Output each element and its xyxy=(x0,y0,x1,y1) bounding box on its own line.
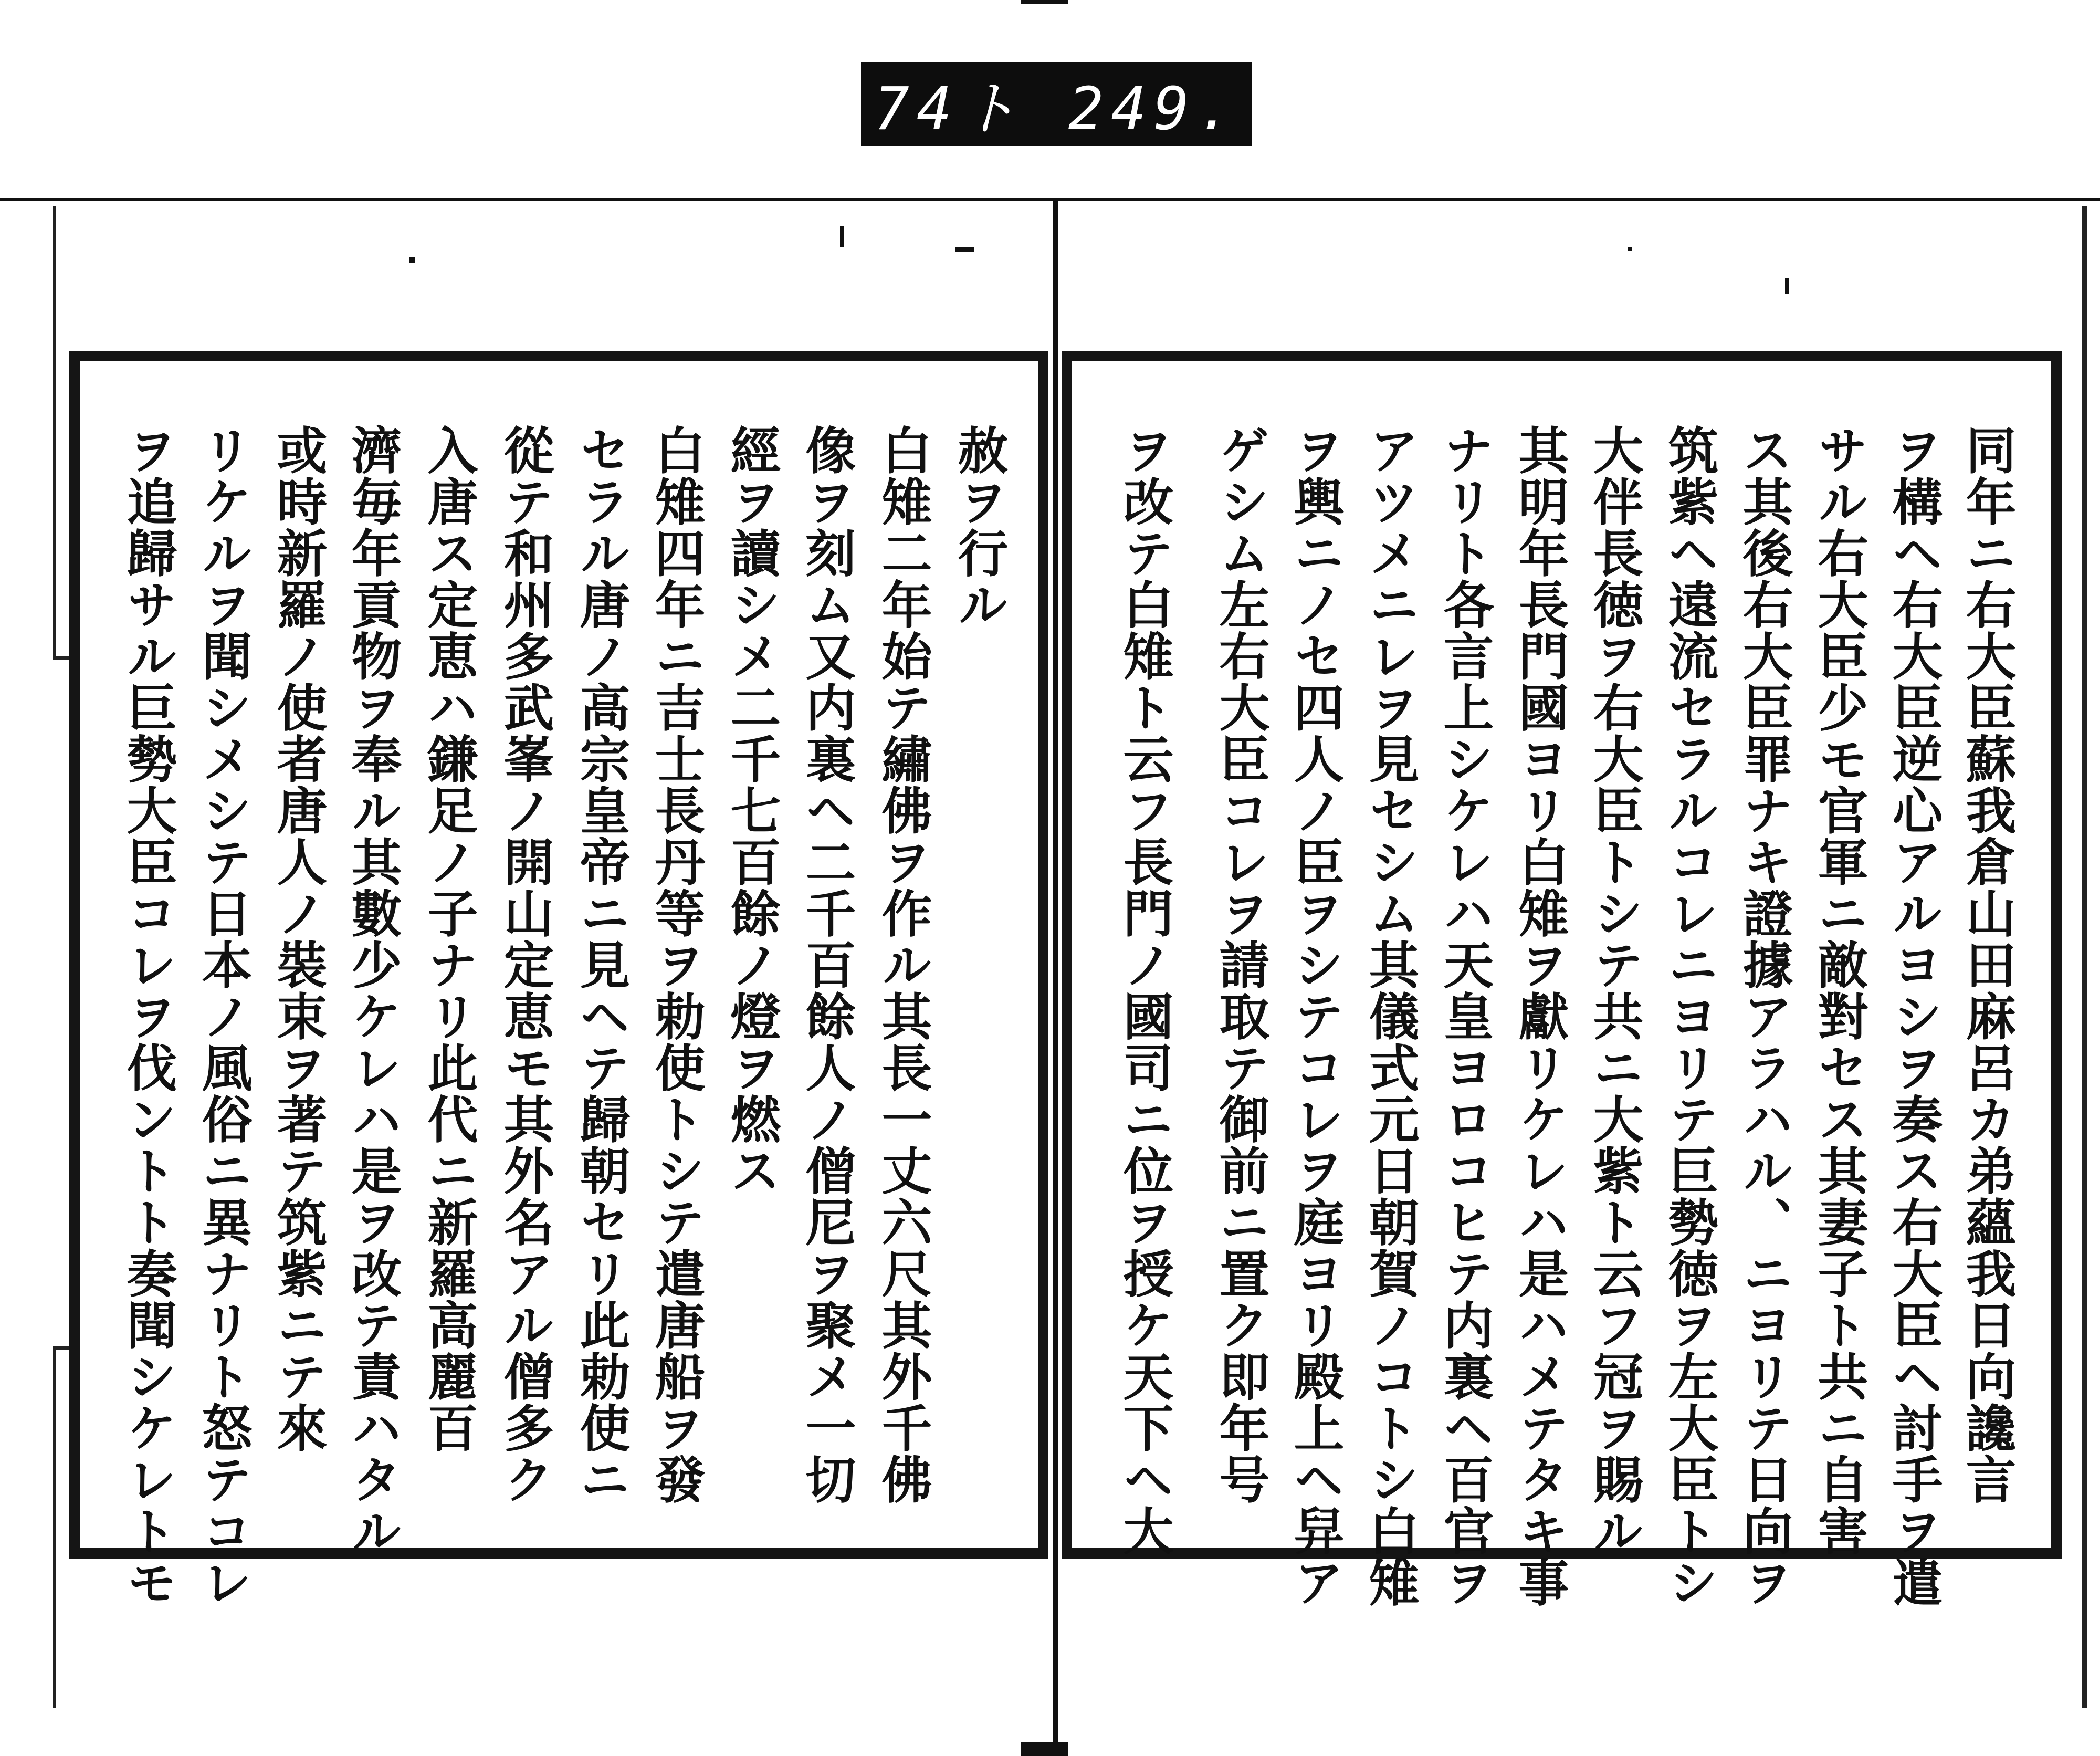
text-column: ヲ輿ニノセ四人ノ臣ヲシテコレヲ庭ヨリ殿上ヘ舁ア xyxy=(1286,424,1345,1608)
text-column: 經ヲ讀シメ二千七百餘ノ燈ヲ燃ス xyxy=(722,424,782,1196)
text-column: サル右大臣少モ官軍ニ敵對セス其妻子ト共ニ自害 xyxy=(1810,424,1869,1556)
catalog-label: 74ト 249. xyxy=(861,62,1252,146)
ink-speck xyxy=(1628,247,1632,251)
top-rule-line xyxy=(0,198,2100,201)
text-column: 同年ニ右大臣蘇我倉山田麻呂カ弟蘊我日向讒言 xyxy=(1958,424,2017,1505)
text-column: 像ヲ刻ム又内裏ヘ二千百餘人ノ僧尼ヲ聚メ一切 xyxy=(797,424,857,1505)
ink-speck xyxy=(840,226,844,247)
text-column: セラル唐ノ高宗皇帝ニ見ヘテ歸朝セリ此勅使ニ xyxy=(572,424,631,1505)
text-column: 其明年長門國ヨリ白雉ヲ獻リケレハ是ハメテタキ事 xyxy=(1510,424,1570,1608)
ink-speck xyxy=(1785,278,1789,294)
text-column: ヲ構ヘ右大臣逆心アルヨシヲ奏ス右大臣ヘ討手ヲ遣 xyxy=(1884,424,1944,1608)
ink-speck xyxy=(956,247,974,252)
text-column: 筑紫ヘ遠流セラルコレニヨリテ巨勢徳ヲ左大臣トシ xyxy=(1660,424,1719,1608)
text-column: ヲ追歸サル巨勢大臣コレヲ伐ントト奏聞シケレトモ xyxy=(119,424,178,1608)
bottom-binding-mark xyxy=(1021,1742,1068,1756)
right-page xyxy=(1062,351,2062,1608)
left-page xyxy=(69,351,1048,1608)
text-column: 濟毎年貢物ヲ奉ル其數少ケレハ是ヲ改テ責ハタル xyxy=(343,424,403,1556)
top-binding-mark xyxy=(1021,0,1068,4)
text-column: 白雉二年始テ繡佛ヲ作ル其長一丈六尺其外千佛 xyxy=(874,424,933,1505)
text-column: ス其後右大臣罪ナキ證據アラハル、ニヨリテ日向ヲ xyxy=(1735,424,1794,1608)
text-column: 赦ヲ行ル xyxy=(950,424,1009,630)
text-column: リケルヲ聞シメシテ日本ノ風俗ニ異ナリト怒テコレ xyxy=(194,424,253,1608)
ink-speck xyxy=(410,257,415,263)
center-fold xyxy=(1053,200,1058,1756)
text-column: ナリト各言上シケレハ天皇ヨロコヒテ内裏ヘ百官ヲ xyxy=(1435,424,1495,1608)
text-column: 或時新羅ノ使者唐人ノ裝束ヲ著テ筑紫ニテ來 xyxy=(269,424,328,1454)
text-column: 從テ和州多武峯ノ開山定恵モ其外名アル僧多ク xyxy=(496,424,555,1505)
text-column: 大伴長徳ヲ右大臣トシテ共ニ大紫ト云フ冠ヲ賜ル xyxy=(1585,424,1644,1556)
text-column: アツメニレヲ見セシム其儀式元日朝賀ノコトシ白雉 xyxy=(1361,424,1420,1608)
text-column: 入唐ス定恵ハ鎌足ノ子ナリ此代ニ新羅高麗百 xyxy=(419,424,479,1454)
text-column: ヲ改テ白雉ト云フ長門ノ國司ニ位ヲ授ケ天下ヘ大 xyxy=(1115,424,1174,1556)
text-column: 白雉四年ニ吉士長丹等ヲ勅使トシテ遣唐船ヲ發 xyxy=(647,424,706,1505)
text-column: ゲシム左右大臣コレヲ請取テ御前ニ置ク即年号 xyxy=(1211,424,1270,1505)
